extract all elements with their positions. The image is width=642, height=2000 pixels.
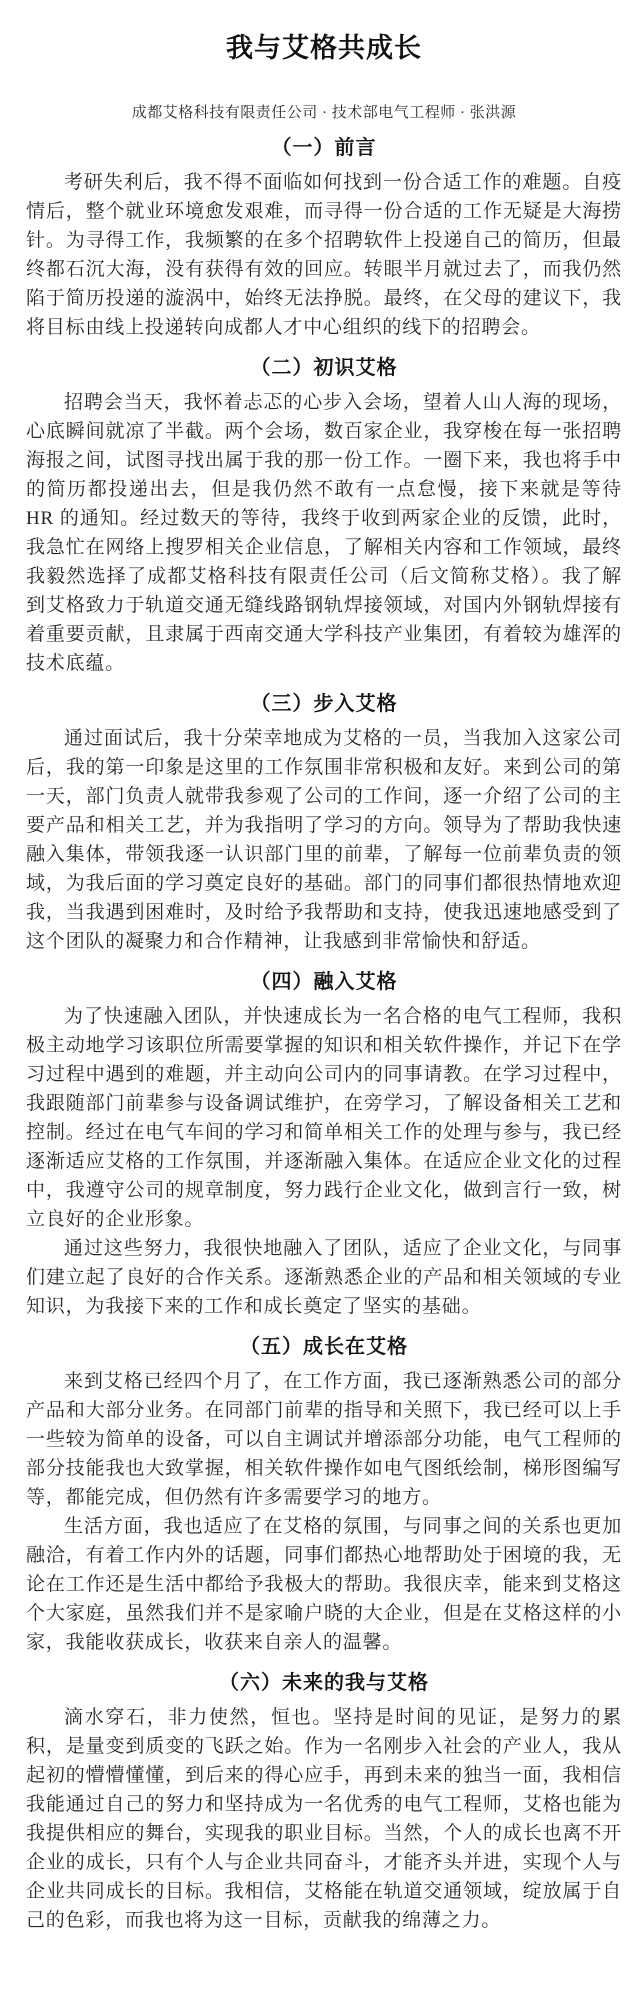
paragraph: 招聘会当天，我怀着忐忑的心步入会场，望着人山人海的现场，心底瞬间就凉了半截。两个会场，数百家企业，我穿梭在每一张招聘海报之间，试图寻找出属于我的那一份工作。一圈下来，我也将手中的简历都投递出去，但是我仍然不敢有一点怠慢，接下来就是等待 HR 的通知。经过数天的等待，我终于收到两家企业的反馈，此时，我急忙在网络上搜罗相关企业信息，了解相关内容和工作领域，最终我毅然选择了成都艾格科技有限责任公司（后文简称艾格）。我了解到艾格致力于轨道交通无缝线路钢轨焊接领域，对国内外钢轨焊接有着重要贡献，且隶属于西南交通大学科技产业集团，有着较为雄浑的技术底蕴。 — [26, 392, 622, 674]
section-heading: （五）成长在艾格 — [240, 1336, 408, 1358]
paragraph: 通过这些努力，我很快地融入了团队，适应了企业文化，与同事们建立起了良好的合作关系。逐渐熟悉企业的产品和相关领域的专业知识，为我接下来的工作和成长奠定了坚实的基础。 — [26, 1238, 622, 1317]
paragraph: 生活方面，我也适应了在艾格的氛围，与同事之间的关系也更加融洽，有着工作内外的话题，同事们都热心地帮助处于困境的我，无论在工作还是生活中都给予我极大的帮助。我很庆幸，能来到艾格这个大家庭，虽然我们并不是家喻户晓的大企业，但是在艾格这样的小家，我能收获成长，收获来自亲人的温馨。 — [26, 1516, 622, 1653]
section — [26, 690, 622, 956]
section — [26, 1669, 622, 1935]
section-heading: （四）融入艾格 — [250, 971, 398, 993]
section — [26, 1333, 622, 1657]
paragraph: 考研失利后，我不得不面临如何找到一份合适工作的难题。自疫情后，整个就业环境愈发艰难，而寻得一份合适的工作无疑是大海捞针。为寻得工作，我频繁的在多个招聘软件上投递自己的简历，但最终都石沉大海，没有获得有效的回应。转眼半月就过去了，而我仍然陷于简历投递的漩涡中，始终无法挣脱。最终，在父母的建议下，我将目标由线上投递转向成都人才中心组织的线下的招聘会。 — [26, 172, 622, 338]
paragraph: 来到艾格已经四个月了，在工作方面，我已逐渐熟悉公司的部分产品和大部分业务。在同部门前辈的指导和关照下，我已经可以上手一些较为简单的设备，可以自主调试并增添部分功能，电气工程师的部分技能我也大致掌握，相关软件操作如电气图纸绘制，梯形图编写等，都能完成，但仍然有许多需要学习的地方。 — [26, 1371, 622, 1508]
section — [26, 968, 622, 1321]
paragraph: 滴水穿石，非力使然，恒也。坚持是时间的见证，是努力的累积，是量变到质变的飞跃之始。作为一名刚步入社会的产业人，我从起初的懵懵懂懂，到后来的得心应手，再到未来的独当一面，我相信我能通过自己的努力和坚持成为一名优秀的电气工程师，艾格也能为我提供相应的舞台，实现我的职业目标。当然，个人的成长也离不开企业的成长，只有个人与企业共同奋斗，才能齐头并进，实现个人与企业共同成长的目标。我相信，艾格能在轨道交通领域，绽放属于自己的色彩，而我也将为这一目标，贡献我的绵薄之力。 — [26, 1707, 622, 1931]
byline: 成都艾格科技有限责任公司 · 技术部电气工程师 · 张洪源 — [131, 105, 517, 121]
section — [26, 134, 622, 342]
section-heading: （三）步入艾格 — [250, 693, 398, 715]
document-body — [26, 134, 622, 1935]
section-heading: （一）前言 — [271, 137, 377, 159]
section — [26, 354, 622, 678]
section-heading: （二）初识艾格 — [250, 357, 398, 379]
paragraph: 通过面试后，我十分荣幸地成为艾格的一员，当我加入这家公司后，我的第一印象是这里的工作氛围非常积极和友好。来到公司的第一天，部门负责人就带我参观了公司的工作间，逐一介绍了公司的主要产品和相关工艺，并为我指明了学习的方向。领导为了帮助我快速融入集体，带领我逐一认识部门里的前辈，了解每一位前辈负责的领域，为我后面的学习奠定良好的基础。部门的同事们都很热情地欢迎我，当我遇到困难时，及时给予我帮助和支持，使我迅速地感受到了这个团队的凝聚力和合作精神，让我感到非常愉快和舒适。 — [26, 728, 622, 952]
paragraph: 为了快速融入团队，并快速成长为一名合格的电气工程师，我积极主动地学习该职位所需要掌握的知识和相关软件操作，并记下在学习过程中遇到的难题，并主动向公司内的同事请教。在学习过程中，我跟随部门前辈参与设备调试维护，在旁学习，了解设备相关工艺和控制。经过在电气车间的学习和简单相关工作的处理与参与，我已经逐渐适应艾格的工作氛围，并逐渐融入集体。在适应企业文化的过程中，我遵守公司的规章制度，努力践行企业文化，做到言行一致，树立良好的企业形象。 — [26, 1006, 622, 1230]
section-heading: （六）未来的我与艾格 — [219, 1672, 429, 1694]
document-title: 我与艾格共成长 — [226, 33, 422, 63]
